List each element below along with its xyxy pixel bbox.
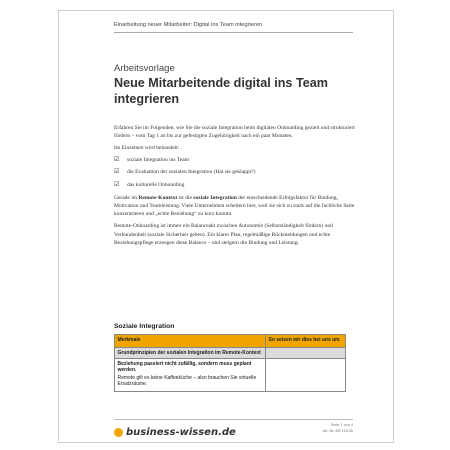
table-cell: Grundprinzipien der sozialen Integration im Remote-Kontext xyxy=(115,348,266,359)
table-header-merkmale: Merkmale xyxy=(115,335,266,348)
text-run: ist die xyxy=(177,194,194,201)
brand-logo xyxy=(114,425,236,439)
remote-context-paragraph xyxy=(114,194,359,219)
text-run: der entscheidende Erfolgsfaktor für Bindung, Motivation und Teamleistung. Viele Unternehmen scheitern hier, weil sie sich zu stark auf die fachliche Seite konzentrieren und „echte Beziehung“ zu kurz kommt. xyxy=(114,194,355,218)
running-header xyxy=(59,11,393,44)
table-cell xyxy=(115,359,266,392)
text-run: Gerade im xyxy=(114,194,139,201)
document-body xyxy=(114,124,359,251)
list-item xyxy=(114,156,359,164)
checkbox-icon: ☑ xyxy=(114,168,120,176)
document-title: Neue Mitarbeitende digital ins Team integrieren xyxy=(114,76,328,106)
document-page xyxy=(58,10,394,443)
balance-paragraph: Remote-Onboarding ist immer ein Balanceakt zwischen Autonomie (Selbstständigkeit fördern) und Verbundenheit (soziale Sicherheit geben). Ein klarer Plan, regelmäßige Rückmeldungen und echte Beziehungspflege erzeugen diese Balance – und steigern die Bindung und Leistung. xyxy=(114,223,333,246)
document-type-label: Arbeitsvorlage xyxy=(114,63,175,74)
topic-list xyxy=(114,156,359,190)
emphasis-remote-kontext: Remote-Kontext xyxy=(138,194,178,201)
list-item xyxy=(114,168,359,176)
running-header-title: Einarbeitung neuer Mitarbeiter: Digital ins Team integrieren xyxy=(114,22,263,28)
list-item-text: das kulturelle Onboarding xyxy=(127,182,185,188)
list-intro: Im Einzelnen wird behandelt: xyxy=(114,145,180,152)
checkbox-icon: ☑ xyxy=(114,181,120,188)
page-number: Seite 1 von 4 xyxy=(330,423,353,427)
logo-wordmark: business-wissen.de xyxy=(126,426,236,438)
list-item-text: soziale Integration ins Team xyxy=(127,156,189,163)
table-row xyxy=(115,348,346,359)
logo-dot-icon xyxy=(114,428,123,437)
table-cell-empty[interactable] xyxy=(266,348,346,359)
list-item-text: die Evaluation der sozialen Integration (Hat sie geklappt?) xyxy=(127,169,256,176)
table-header-row xyxy=(115,335,346,348)
table-cell-empty[interactable] xyxy=(266,359,346,392)
emphasis-soziale-integration: soziale Integration xyxy=(193,194,237,201)
cell-text: Remote gilt es keine Kaffeeküche – also brauchen Sie virtuelle Ersatzräume. xyxy=(117,375,257,387)
intro-paragraph: Erfahren Sie im Folgenden, wie Sie die soziale Integration beim digitalen Onboarding gezielt und strukturiert fördern – vom Tag 1 an bis zur gefestigten Zugehörigkeit nach ein paar Monaten. xyxy=(114,125,355,140)
section-heading: Soziale Integration xyxy=(114,323,175,330)
footer-meta xyxy=(322,422,353,434)
table-header-umsetzung: So setzen wir dies bei uns um xyxy=(266,335,346,348)
table-row xyxy=(115,359,346,392)
header-divider xyxy=(114,32,353,33)
cell-bold-text: Beziehung passiert nicht zufällig, sondern muss geplant werden. xyxy=(117,361,252,373)
integration-table xyxy=(114,334,346,392)
checkbox-icon: ☑ xyxy=(114,155,120,163)
article-number: Art.-Nr. BB 115.06 xyxy=(322,429,353,433)
footer-divider xyxy=(114,419,353,420)
list-item xyxy=(114,181,359,189)
